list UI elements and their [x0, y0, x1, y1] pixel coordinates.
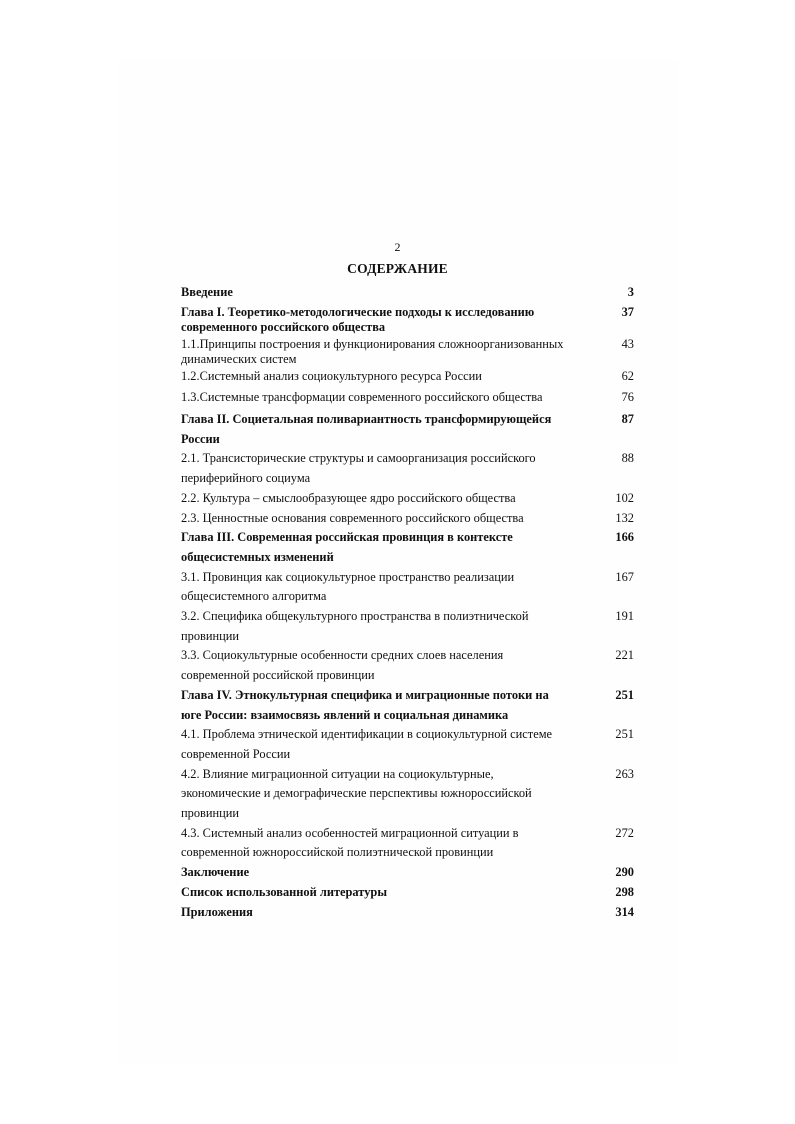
toc-entry-line: России	[181, 431, 220, 446]
toc-entry-text	[181, 725, 596, 764]
toc-entry-page-number: 132	[615, 510, 634, 525]
toc-entry-line: общесистемных изменений	[181, 549, 334, 564]
toc-entry-line: 2.1. Трансисторические структуры и самоорганизация российского	[181, 451, 536, 466]
toc-entry-2-3	[181, 509, 634, 529]
toc-entry-text	[181, 528, 596, 567]
toc-entry-chapter-2	[181, 410, 634, 449]
toc-entry-text	[181, 607, 596, 646]
toc-entry-line: Глава II. Социетальная поливариантность трансформирующейся	[181, 412, 552, 426]
toc-entry-page-number: 166	[615, 530, 634, 545]
toc-entry-line: провинции	[181, 628, 240, 643]
toc-entry-3-2	[181, 607, 634, 646]
toc-entry-line: Приложения	[181, 904, 253, 919]
toc-title: СОДЕРЖАНИЕ	[347, 261, 448, 276]
toc-entry-page-number: 102	[615, 490, 634, 505]
toc-entry-conclusion	[181, 863, 634, 883]
toc-entry-line: Глава I. Теоретико-методологические подходы к исследованию	[181, 305, 535, 319]
toc-entry-line: 4.2. Влияние миграционной ситуации на социокультурные,	[181, 766, 494, 781]
toc-entry-text	[181, 568, 596, 607]
table-of-contents	[181, 285, 634, 922]
toc-entry-text	[181, 509, 596, 529]
toc-entry-page-number: 37	[621, 305, 634, 319]
toc-entry-line: Введение	[181, 285, 233, 299]
toc-entry-1-2	[181, 369, 634, 384]
toc-entry-line: 3.3. Социокультурные особенности средних слоев населения	[181, 648, 504, 663]
toc-entry-1-1	[181, 337, 634, 367]
toc-entry-page-number: 191	[615, 609, 634, 624]
toc-entry-line: Глава IV. Этнокультурная специфика и миграционные потоки на	[181, 687, 549, 702]
toc-entry-text	[181, 369, 596, 384]
toc-entry-line: юге России: взаимосвязь явлений и социальная динамика	[181, 707, 509, 722]
toc-entry-line: 4.1. Проблема этнической идентификации в социокультурной системе	[181, 727, 553, 742]
toc-entry-text	[181, 337, 596, 367]
toc-entry-page-number: 251	[615, 727, 634, 742]
toc-entry-text	[181, 824, 596, 863]
toc-entry-line: современной России	[181, 746, 291, 761]
toc-entry-introduction	[181, 285, 634, 300]
toc-entry-line: 2.3. Ценностные основания современного российского общества	[181, 510, 524, 525]
toc-entry-text	[181, 285, 596, 300]
toc-entry-line: 1.2.Системный анализ социокультурного ресурса России	[181, 369, 482, 383]
toc-entry-page-number: 290	[615, 865, 634, 880]
toc-entry-line: Глава III. Современная российская провинция в контексте	[181, 530, 513, 545]
toc-entry-4-3	[181, 824, 634, 863]
page-number: 2	[394, 240, 401, 254]
toc-entry-text	[181, 863, 596, 883]
toc-entry-text	[181, 449, 596, 488]
toc-entry-line: современной российской провинции	[181, 668, 375, 683]
toc-entry-line: 2.2. Культура – смыслообразующее ядро российского общества	[181, 490, 516, 505]
toc-entry-2-2	[181, 489, 634, 509]
toc-entry-page-number: 314	[615, 904, 634, 919]
toc-entry-text	[181, 646, 596, 685]
toc-entry-page-number: 251	[615, 687, 634, 702]
toc-entry-line: 1.1.Принципы построения и функционирования сложноорганизованных	[181, 337, 564, 351]
toc-entry-line: провинции	[181, 806, 240, 821]
toc-entry-3-1	[181, 568, 634, 607]
toc-entry-page-number: 221	[615, 648, 634, 663]
toc-entry-appendices	[181, 903, 634, 923]
toc-entry-page-number: 43	[621, 337, 634, 351]
toc-entry-chapter-3	[181, 528, 634, 567]
toc-entry-page-number: 76	[621, 390, 634, 404]
toc-entry-text	[181, 903, 596, 923]
toc-entry-line: 4.3. Системный анализ особенностей миграционной ситуации в	[181, 825, 519, 840]
toc-entry-page-number: 263	[615, 766, 634, 781]
toc-entry-text	[181, 489, 596, 509]
toc-entry-text	[181, 410, 596, 449]
toc-entry-text	[181, 305, 596, 335]
toc-entry-page-number: 3	[627, 285, 634, 299]
toc-entry-text	[181, 883, 596, 903]
toc-entry-line: общесистемного алгоритма	[181, 589, 327, 604]
toc-entry-4-1	[181, 725, 634, 764]
toc-entry-text	[181, 686, 596, 725]
toc-entry-bibliography	[181, 883, 634, 903]
toc-entry-2-1	[181, 449, 634, 488]
toc-entry-line: динамических систем	[181, 352, 297, 366]
toc-entry-line: 1.3.Системные трансформации современного российского общества	[181, 390, 543, 404]
toc-entry-line: периферийного социума	[181, 471, 311, 486]
toc-entry-page-number: 62	[621, 369, 634, 383]
toc-entry-line: 3.2. Специфика общекультурного пространства в полиэтнической	[181, 609, 529, 624]
toc-entry-chapter-4	[181, 686, 634, 725]
toc-entry-3-3	[181, 646, 634, 685]
toc-entry-4-2	[181, 765, 634, 824]
toc-entry-line: экономические и демографические перспективы южнороссийской	[181, 786, 532, 801]
toc-entry-page-number: 167	[615, 569, 634, 584]
toc-entry-line: современного российского общества	[181, 320, 386, 334]
toc-entry-line: Заключение	[181, 865, 250, 880]
toc-entry-page-number: 87	[621, 412, 634, 426]
toc-entry-line: современной южнороссийской полиэтнической провинции	[181, 845, 494, 860]
toc-entry-chapter-1	[181, 305, 634, 335]
toc-entry-1-3	[181, 390, 634, 405]
toc-entry-page-number: 298	[615, 884, 634, 899]
toc-entry-line: Список использованной литературы	[181, 884, 387, 899]
toc-entry-text	[181, 390, 596, 405]
toc-entry-line: 3.1. Провинция как социокультурное пространство реализации	[181, 569, 515, 584]
toc-entry-page-number: 88	[621, 451, 634, 466]
toc-entry-text	[181, 765, 596, 824]
toc-entry-page-number: 272	[615, 825, 634, 840]
